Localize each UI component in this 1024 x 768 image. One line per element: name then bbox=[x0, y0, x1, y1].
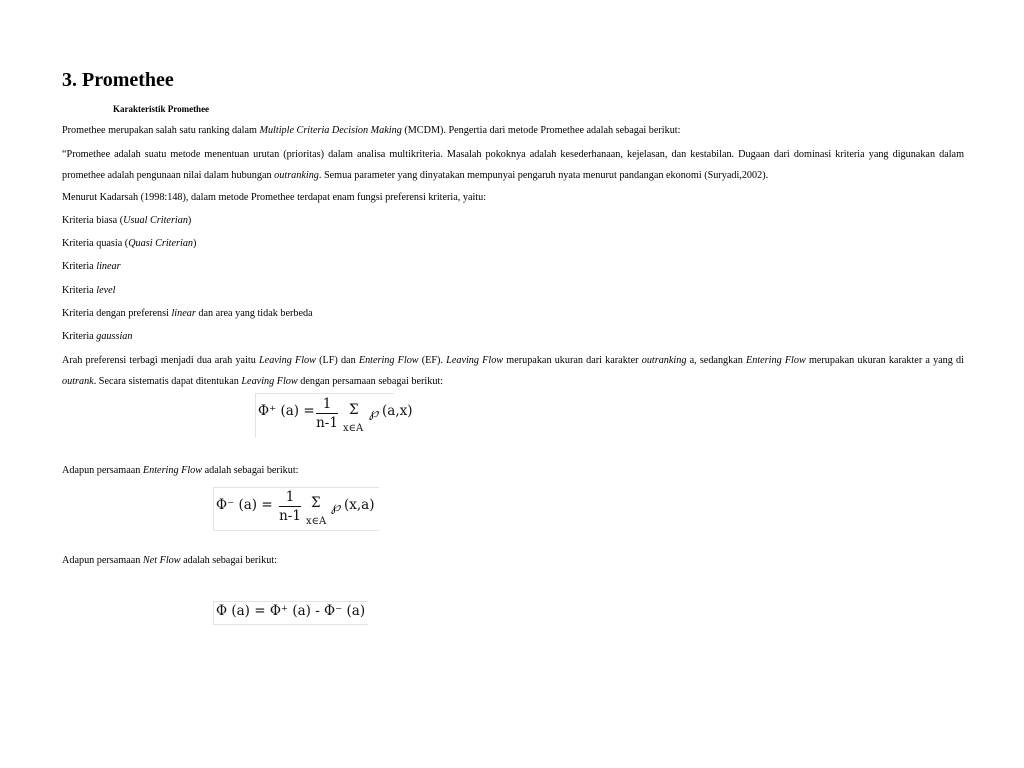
text-italic: gaussian bbox=[96, 331, 133, 342]
text: Kriteria quasia ( bbox=[62, 238, 129, 249]
paragraph-definition bbox=[62, 145, 964, 186]
equation-net-flow: Φ (a) = Φ⁺ (a) - Φ⁻ (a) bbox=[216, 603, 366, 619]
paragraph-kadarsah: Menurut Kadarsah (1998:148), dalam metode Promethee terdapat enam fungsi preferensi kriteria, yaitu: bbox=[62, 192, 487, 203]
text: Promethee merupakan salah satu ranking dalam bbox=[62, 125, 260, 136]
text: merupakan ukuran karakter a yang di bbox=[805, 355, 964, 366]
text-italic: outranking bbox=[274, 169, 319, 181]
text: adalah sebagai berikut: bbox=[202, 465, 299, 476]
criteria-item bbox=[62, 234, 964, 255]
text: Kriteria bbox=[62, 331, 97, 342]
text-italic: level bbox=[96, 285, 116, 296]
text: (MCDM). Pengertia dari metode Promethee adalah sebagai berikut: bbox=[401, 125, 681, 136]
preference-function-symbol: ℘ bbox=[331, 499, 341, 515]
fraction-bar bbox=[279, 506, 301, 507]
text-italic: outrank bbox=[62, 375, 94, 387]
text-italic: Leaving Flow bbox=[241, 375, 298, 387]
text: Kriteria bbox=[62, 261, 97, 272]
fraction-numerator: 1 bbox=[285, 489, 295, 505]
text: Kriteria dengan preferensi bbox=[62, 308, 172, 319]
text: . Semua parameter yang dinyatakan mempunyai pengaruh nyata menurut pandangan ekonomi (Suryadi,2002). bbox=[318, 169, 769, 181]
text-italic: Usual Criterian bbox=[123, 215, 188, 226]
fraction-bar bbox=[316, 413, 338, 414]
criteria-item bbox=[62, 304, 964, 325]
text-italic: Leaving Flow bbox=[446, 355, 504, 366]
text: Adapun persamaan bbox=[62, 555, 143, 566]
text: ) bbox=[193, 238, 197, 249]
text: (EF). bbox=[418, 355, 447, 366]
text: Arah preferensi terbagi menjadi dua arah yaitu bbox=[62, 355, 259, 366]
preference-args: (a,x) bbox=[382, 403, 413, 419]
subheading: Karakteristik Promethee bbox=[113, 104, 210, 114]
net-flow-equation bbox=[213, 601, 368, 625]
paragraph-intro bbox=[62, 121, 964, 142]
text-italic: Multiple Criteria Decision Making bbox=[259, 125, 402, 136]
sum-index: x∈A bbox=[343, 423, 364, 434]
leaving-flow-equation bbox=[255, 393, 413, 438]
text: merupakan ukuran dari karakter bbox=[503, 355, 642, 366]
text-italic: outranking bbox=[641, 355, 687, 366]
entering-flow-equation bbox=[213, 487, 379, 531]
text: a, sedangkan bbox=[686, 355, 747, 366]
text: (LF) dan bbox=[315, 355, 359, 366]
preference-function-symbol: ℘ bbox=[369, 405, 379, 421]
text: dengan persamaan sebagai berikut: bbox=[297, 375, 444, 387]
paragraph-entering bbox=[62, 461, 964, 482]
fraction-denominator: n-1 bbox=[316, 415, 338, 432]
text-italic: Net Flow bbox=[142, 555, 181, 566]
sigma-symbol: Σ bbox=[349, 402, 359, 418]
criteria-item bbox=[62, 211, 964, 232]
text-italic: Entering Flow bbox=[746, 355, 806, 366]
fraction-numerator: 1 bbox=[322, 396, 332, 412]
criteria-item bbox=[62, 257, 964, 278]
sigma-symbol: Σ bbox=[311, 495, 321, 511]
equation-lhs: Φ⁻ (a) = bbox=[216, 497, 273, 513]
preference-args: (x,a) bbox=[344, 497, 375, 513]
text: “Promethee adalah suatu metode menentuan urutan (prioritas) dalam analisa multikriteria. Masalah pokoknya adalah kesederhanaan, kejelasan, dan kestabilan. Dugaan dari dominasi kriteria yang digunakan dalam promethee adalah pengunaan nilai dalam hubungan bbox=[62, 149, 964, 181]
paragraph-net bbox=[62, 551, 964, 572]
sum-index: x∈A bbox=[306, 516, 327, 527]
text-italic: linear bbox=[96, 261, 121, 272]
paragraph-flow bbox=[62, 351, 964, 392]
text-italic: Quasi Criterian bbox=[128, 238, 194, 249]
section-heading: 3. Promethee bbox=[62, 69, 174, 91]
fraction-denominator: n-1 bbox=[279, 508, 301, 525]
criteria-item bbox=[62, 281, 964, 302]
text: adalah sebagai berikut: bbox=[180, 555, 278, 566]
equation-fraction bbox=[316, 396, 338, 431]
equation-lhs: Φ⁺ (a) = bbox=[258, 403, 315, 419]
text-italic: linear bbox=[171, 308, 196, 319]
text-italic: Entering Flow bbox=[142, 465, 203, 476]
text: . Secara sistematis dapat ditentukan bbox=[93, 375, 242, 387]
text: ) bbox=[187, 215, 192, 226]
text: Kriteria bbox=[62, 285, 97, 296]
text-italic: Leaving Flow bbox=[259, 355, 316, 366]
text-italic: Entering Flow bbox=[358, 355, 419, 366]
text: Adapun persamaan bbox=[62, 465, 143, 476]
text: dan area yang tidak berbeda bbox=[195, 308, 313, 319]
text: Kriteria biasa ( bbox=[62, 215, 124, 226]
criteria-item bbox=[62, 327, 964, 348]
equation-fraction bbox=[279, 489, 301, 524]
